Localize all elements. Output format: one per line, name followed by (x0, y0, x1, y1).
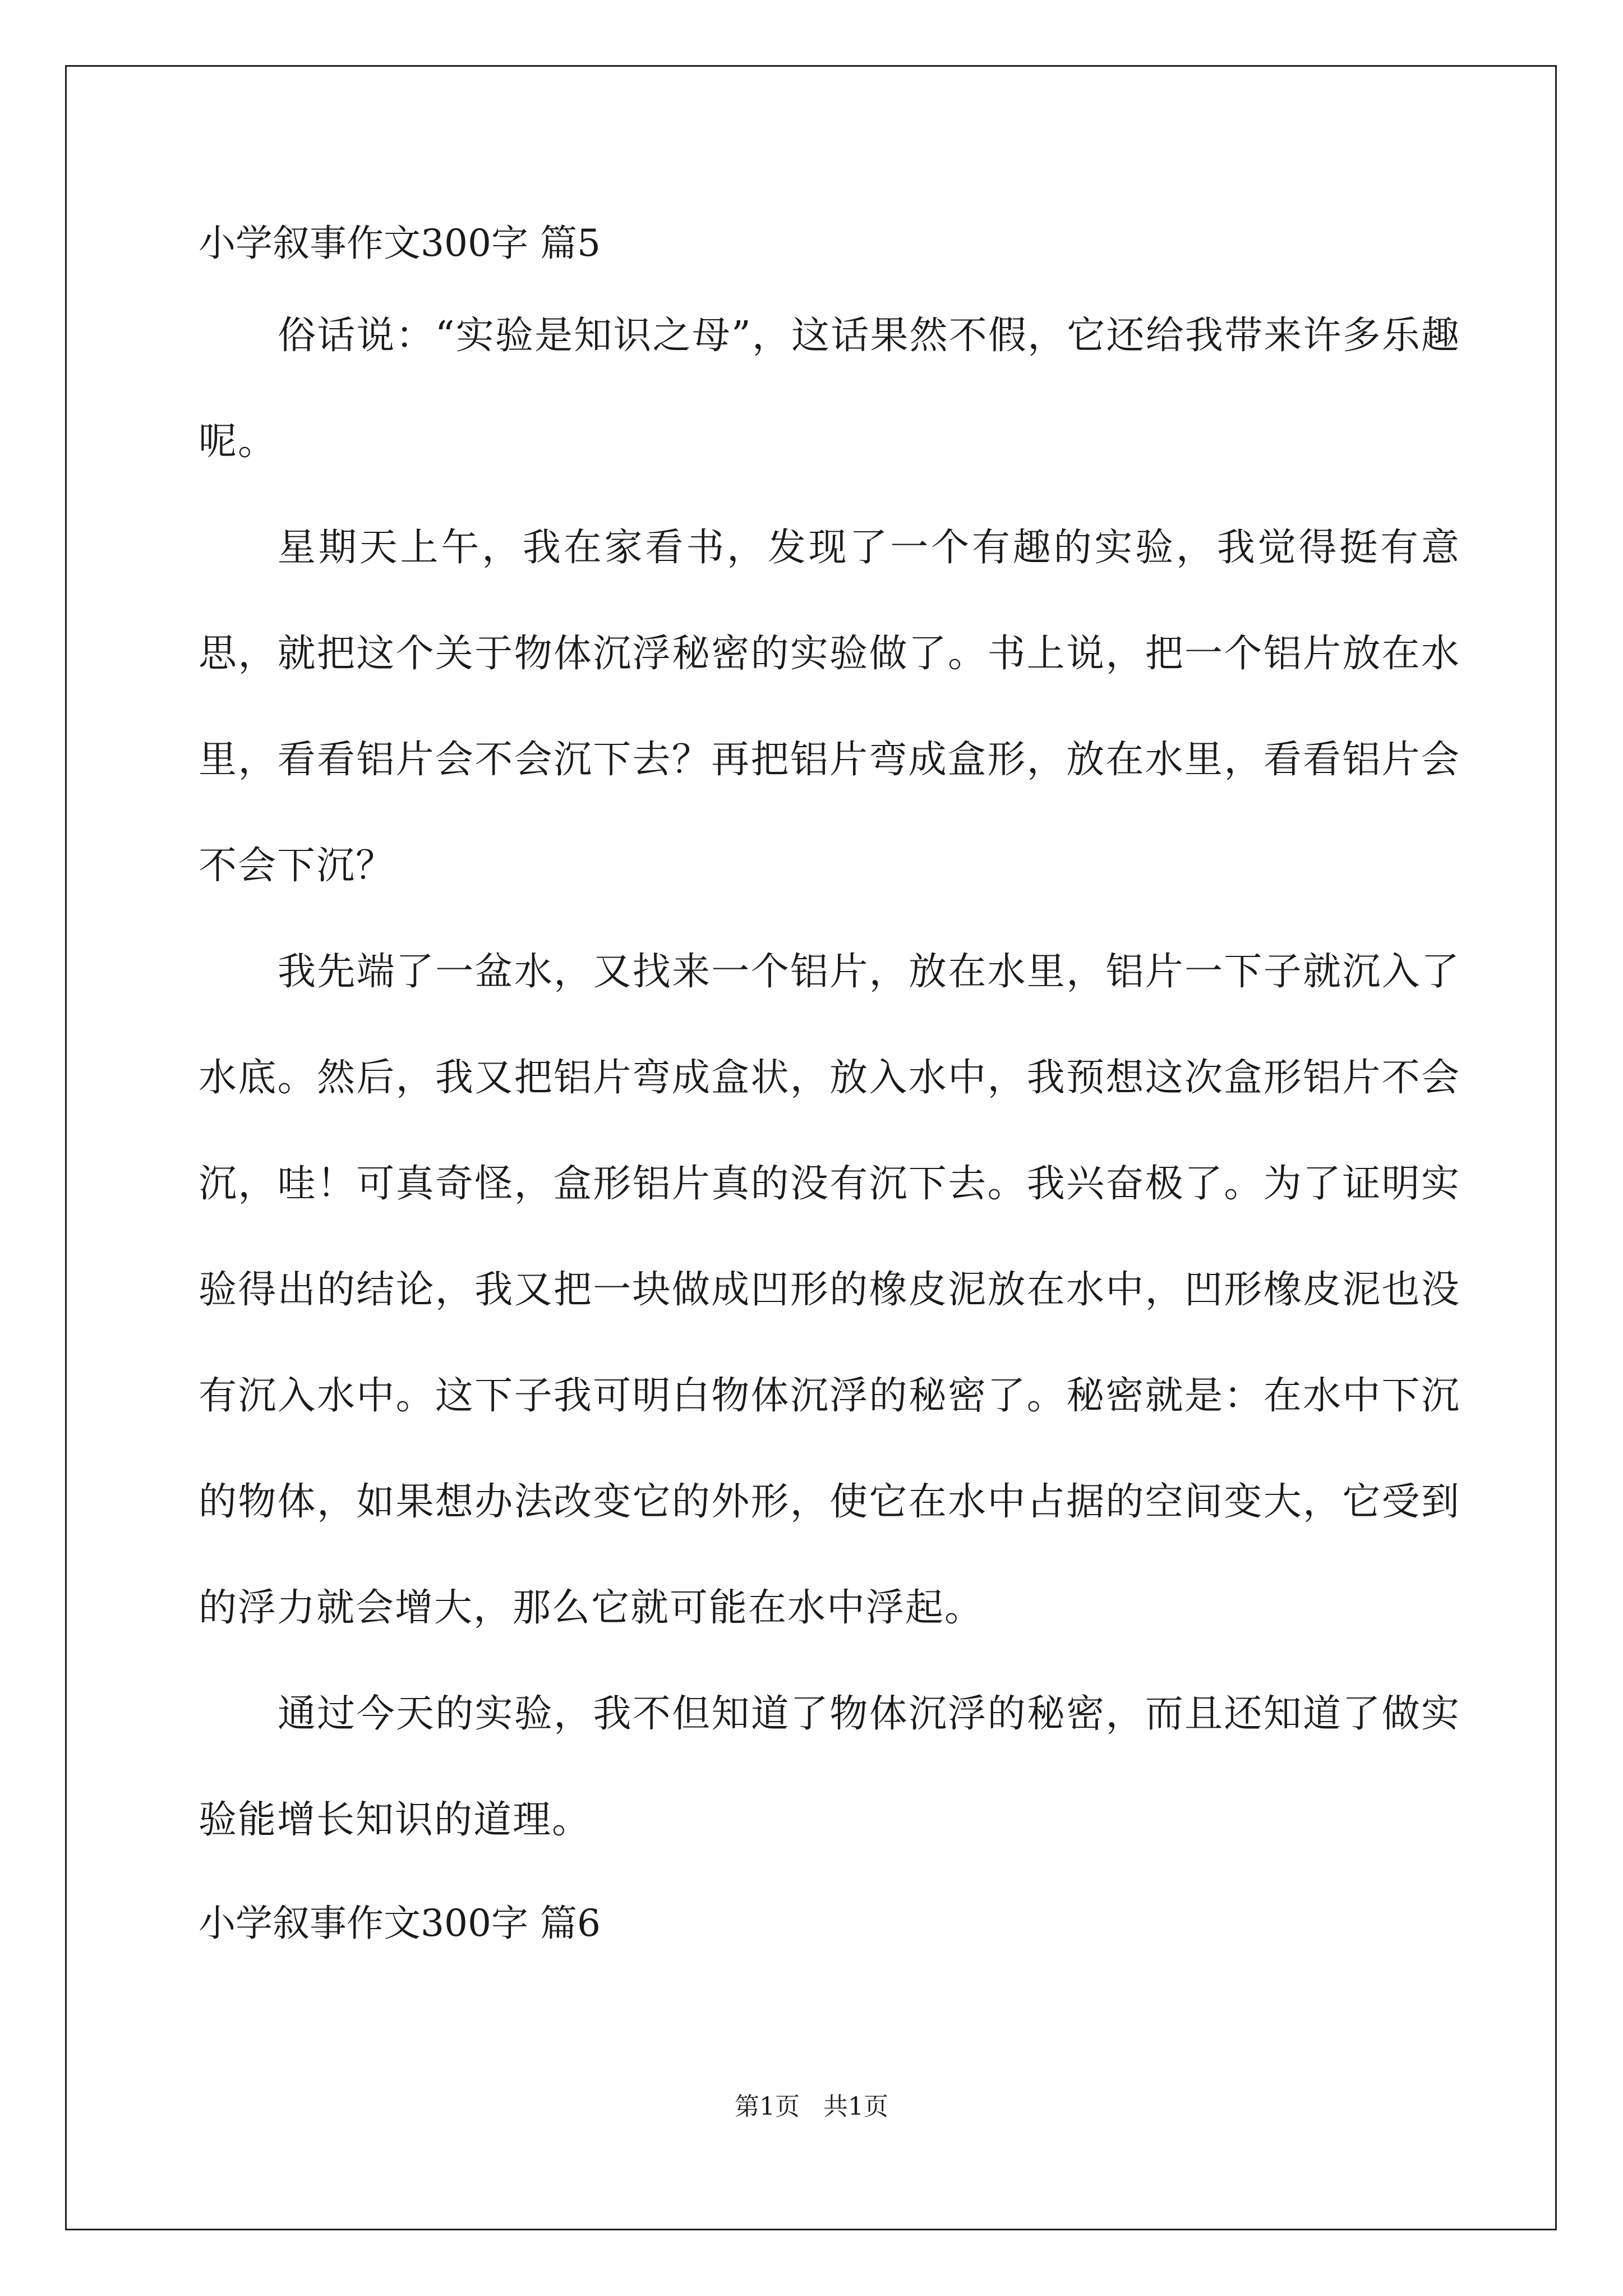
page-number-footer: 第1页 共1页 (735, 2092, 888, 2121)
section-heading: 小学叙事作文300字 篇6 (199, 1902, 601, 1945)
paragraph: 我先端了一盆水，又找来一个铝片，放在水里，铝片一下子就沉入了水底。然后，我又把铝片弯成盒状，放入水中，我预想这次盒形铝片不会沉，哇！可真奇怪，盒形铝片真的没有沉下去。我兴奋极了。为了证明实验得出的结论，我又把一块做成凹形的橡皮泥放在水中，凹形橡皮泥也没有沉入水中。这下子我可明白物体沉浮的秘密了。秘密就是：在水中下沉的物体，如果想办法改变它的外形，使它在水中占据的空间变大，它受到的浮力就会增大，那么它就可能在水中浮起。 (199, 950, 1460, 1630)
paragraph: 俗话说：“实验是知识之母”，这话果然不假，它还给我带来许多乐趣呢。 (199, 314, 1460, 464)
section-heading: 小学叙事作文300字 篇5 (199, 222, 601, 265)
document-body (199, 221, 1460, 1946)
paragraph: 星期天上午，我在家看书，发现了一个有趣的实验，我觉得挺有意思，就把这个关于物体沉浮秘密的实验做了。书上说，把一个铝片放在水里，看看铝片会不会沉下去？再把铝片弯成盒形，放在水里，看看铝片会不会下沉？ (199, 526, 1460, 888)
paragraph: 通过今天的实验，我不但知道了物体沉浮的秘密，而且还知道了做实验能增长知识的道理。 (199, 1692, 1460, 1842)
